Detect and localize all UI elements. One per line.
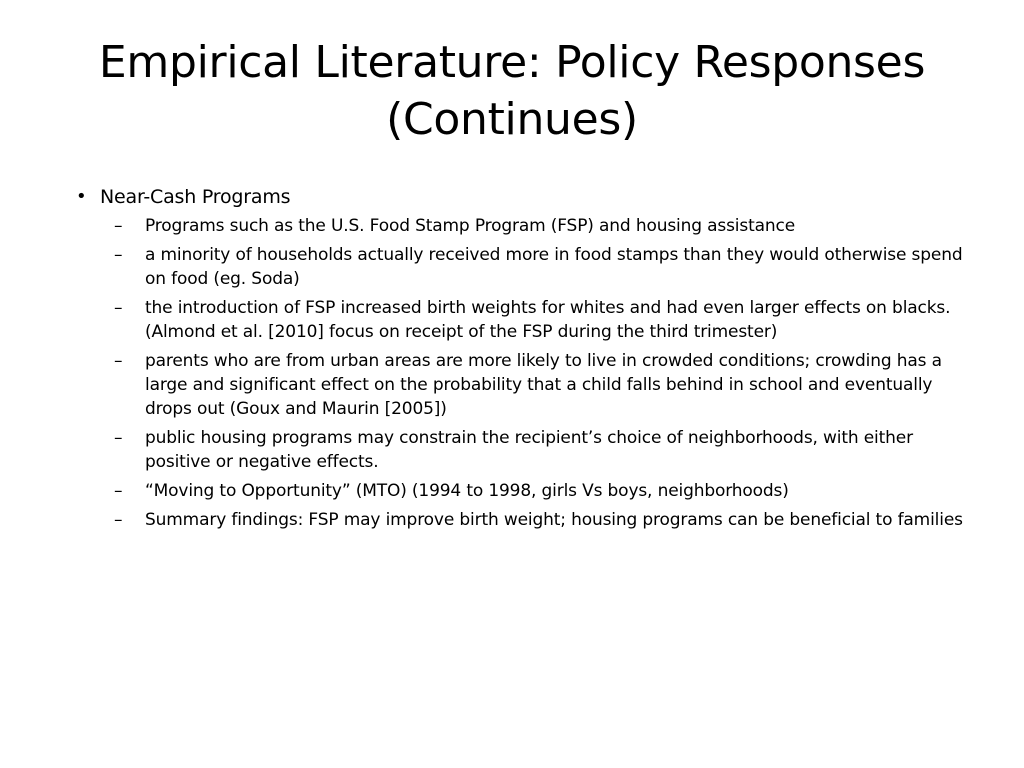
title-line-1: Empirical Literature: Policy Responses [98,37,926,88]
dash-bullet-icon: – [114,245,123,265]
sub-bullet-text: Summary findings: FSP may improve birth weight; housing programs can be beneficial to families [145,510,963,530]
sub-bullet-item [100,479,980,503]
sub-bullet-item [100,243,980,291]
sub-bullet-text: public housing programs may constrain the recipient’s choice of neighborhoods, with either positive or negative effects. [145,428,913,472]
sub-bullet-item [100,508,980,532]
sub-bullet-item [100,214,980,238]
sub-bullet-item [100,296,980,344]
dash-bullet-icon: – [114,428,123,448]
bullet-text: Near-Cash Programs [100,186,291,208]
sub-bullet-text: the introduction of FSP increased birth weights for whites and had even larger effects on blacks. (Almond et al. [2010] focus on receipt of the FSP during the third trimester) [145,298,951,342]
sub-bullet-item [100,349,980,421]
bullet-dot-icon: • [76,186,87,207]
dash-bullet-icon: – [114,298,123,318]
title-line-2: (Continues) [386,94,638,145]
bullet-list [0,182,1024,537]
sub-bullet-item [100,426,980,474]
dash-bullet-icon: – [114,510,123,530]
dash-bullet-icon: – [114,481,123,501]
sub-bullet-text: parents who are from urban areas are more likely to live in crowded conditions; crowding has a large and significant effect on the probability that a child falls behind in school and eventually drops out (Goux and Maurin [2005]) [145,351,942,419]
slide-title [52,34,972,148]
sub-bullet-text: a minority of households actually received more in food stamps than they would otherwise spend on food (eg. Soda) [145,245,963,289]
sub-bullet-text: Programs such as the U.S. Food Stamp Program (FSP) and housing assistance [145,216,796,236]
sub-bullet-list [100,214,1024,532]
dash-bullet-icon: – [114,216,123,236]
dash-bullet-icon: – [114,351,123,371]
bullet-near-cash-programs [0,182,1024,532]
sub-bullet-text: “Moving to Opportunity” (MTO) (1994 to 1998, girls Vs boys, neighborhoods) [145,481,789,501]
